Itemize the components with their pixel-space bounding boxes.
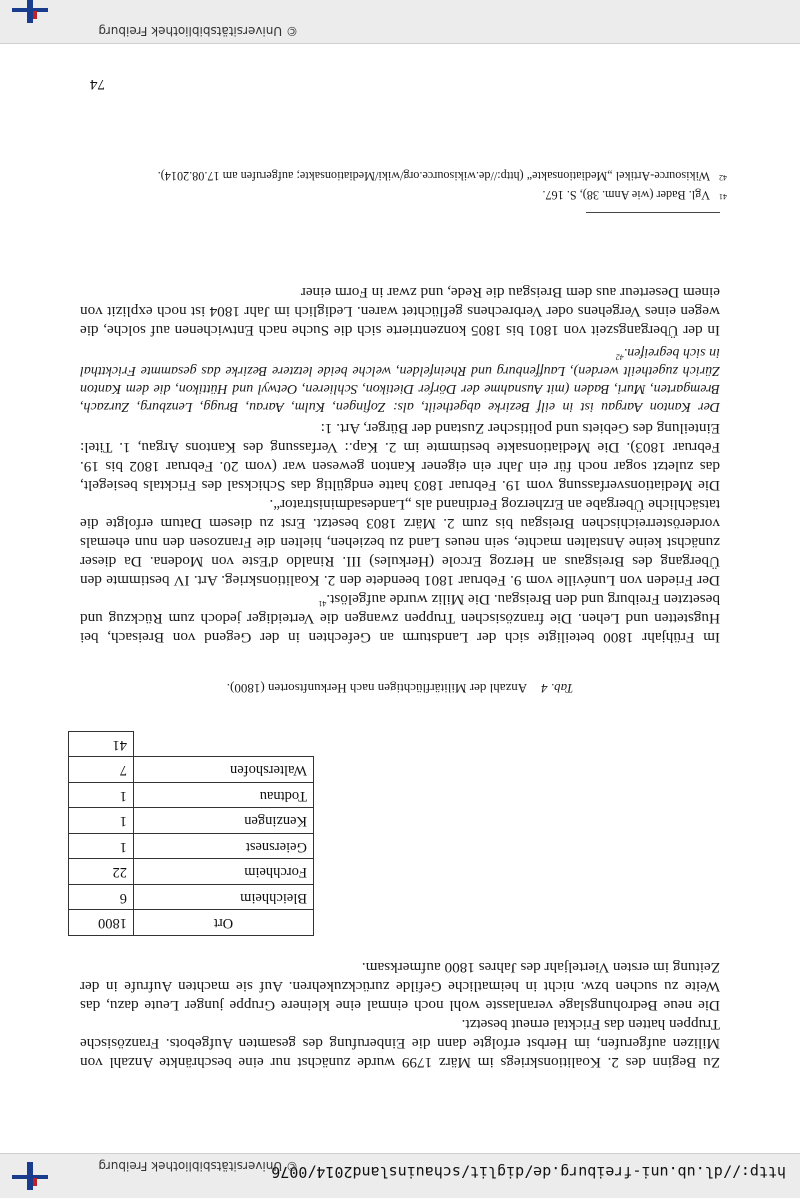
paragraph: Im Frühjahr 1800 beteiligte sich der Landsturm an Gefechten in der Gegend von Breisach, bei Hugstetten und Lehen. Die französischen Truppen zwangen die Verteidiger jedoch zum Rückzug und besetzten Freiburg und den Breisgau. Die Miliz wurde aufgelöst.$^{41}$ (80, 591, 720, 646)
table-row (69, 757, 314, 783)
footnote (80, 187, 727, 203)
footnote-ref[interactable]: 41 (318, 599, 327, 609)
table-row (69, 808, 314, 834)
table-total-value: 41 (69, 732, 134, 758)
data-table (68, 731, 314, 936)
table-cell-ort: Waltershofen (134, 757, 314, 783)
table-total-row (69, 732, 314, 758)
paragraph: Die Mediationsverfassung vom 19. Februar 1803 hatte endgültig das Schicksal des Fricktals besiegelt, das zuletzt sogar noch für ein Jahr ein eigener Kanton gewesen war (vom 20. Februar 1802 bis 19. Februar 1803). Die Mediationsakte bestimmte im 2. Kap.: Verfassung des Kantons Argau, 1. Titel: Einteilung des Gebiets und politischer Zustand der Bürger, Art. 1: (80, 420, 720, 494)
copyright-notice: © Universitätsbibliothek Freiburg (98, 1159, 298, 1173)
library-logo-icon (12, 1162, 48, 1190)
footnote (80, 168, 727, 184)
table-cell-value: 1 (69, 783, 134, 809)
viewer-footer-bar (0, 0, 800, 44)
table-cell-value: 22 (69, 859, 134, 885)
table-row (69, 783, 314, 809)
table-cell-ort: Geiersnest (134, 834, 314, 860)
library-logo-icon (12, 0, 48, 23)
footnote-ref[interactable]: 42 (615, 352, 624, 362)
page-number: 74 (90, 76, 105, 92)
table-row (69, 885, 314, 911)
footnote-mark: 41 (719, 192, 727, 201)
footnote-text: Vgl. Bader (wie Anm. 38), S. 167. (542, 188, 710, 202)
caption-label: Tab. 4 (541, 681, 574, 696)
column-header-ort: Ort (134, 910, 314, 936)
table-cell-ort: Kenzingen (134, 808, 314, 834)
paragraph: Zu Beginn des 2. Koalitionskriegs im März 1799 wurde zunächst nur eine beschränkte Anzahl von Milizen aufgerufen, im Herbst erfolgte dann die Einberufung des gesamten Aufgebots. Französische Truppen hatten das Fricktal erneut besetzt. (80, 1016, 720, 1071)
table-row (69, 859, 314, 885)
table-cell-value: 7 (69, 757, 134, 783)
table-cell-value: 6 (69, 885, 134, 911)
intro-text (80, 958, 720, 1072)
table-cell-value: 1 (69, 808, 134, 834)
paragraph: In der Übergangszeit von 1801 bis 1805 konzentrierte sich die Suche nach Entwichenen auf solche, die wegen eines Vergehens oder Verbrechens geflüchtet waren. Lediglich im Jahr 1804 ist noch explizit von einem Deserteur aus dem Breisgau die Rede, und zwar in Form einer (80, 284, 720, 339)
table-caption (0, 680, 800, 696)
footnote-text: Wikisource-Artikel „Mediationsakte“ (http://de.wikisource.org/wiki/Mediationsakte; aufgerufen am 17.08.2014). (157, 169, 710, 183)
footnote-mark: 42 (719, 173, 727, 182)
table-cell-ort: Forchheim (134, 859, 314, 885)
table-header-row (69, 910, 314, 936)
caption-text: Anzahl der Militärflüchtigen nach Herkunftsorten (1800). (226, 681, 528, 696)
table-cell-ort: Todtnau (134, 783, 314, 809)
table-cell-ort: Bleichheim (134, 885, 314, 911)
paragraph: Der Frieden von Lunéville vom 9. Februar 1801 beendete den 2. Koalitionskrieg. Art. IV bestimmte den Übergang des Breisgaus an Herzog Ercole (Herkules) III. Rinaldo d'Este von Modena. Da dieser zunächst keine Anstalten machte, sein neues Land zu beziehen, hielten die Franzosen den nun ehemals vorderösterreichischen Breisgau bis zum 2. März 1803 besetzt. Erst zu diesem Datum erfolgte die tatsächliche Übergabe an Erzherzog Ferdinand als „Landesadministrator“. (80, 496, 720, 589)
quotation: Der Kanton Aargau ist in eilf Bezirke abgetheilt, als: Zofingen, Kulm, Aarau, Brugg, Lenzburg, Zurzach, Bremgarten, Muri, Baden (mit Ausnahme der Dörfer Dietikon, Schlieren, Oetwyl und Hüttikon, die dem Kanton Zürich zugetheilt werden), Lauffenburg und Rheinfelden, welche beide letztere Bezirke das gesammte Fricktthal in sich begreifen.$^{42}$ (80, 345, 720, 414)
paragraph: Die neue Bedrohungslage veranlasste wohl noch einmal eine kleinere Gruppe junger Leute dazu, das Weite zu suchen bzw. nicht in heimatliche Gefilde zurückzukehren. Auf sie machten Aufrufe in der Zeitung im ersten Vierteljahr des Jahres 1800 aufmerksam. (80, 959, 720, 1014)
copyright-notice: © Universitätsbibliothek Freiburg (98, 24, 298, 38)
main-text (80, 283, 720, 647)
table-row (69, 834, 314, 860)
column-header-year: 1800 (69, 910, 134, 936)
viewer-header-bar (0, 1153, 800, 1198)
source-url[interactable]: http://dl.ub.uni-freiburg.de/diglit/schauinsland2014/0076 (271, 1163, 786, 1181)
table-cell-value: 1 (69, 834, 134, 860)
table-cell-empty (134, 732, 314, 758)
footnote-divider (586, 212, 720, 213)
